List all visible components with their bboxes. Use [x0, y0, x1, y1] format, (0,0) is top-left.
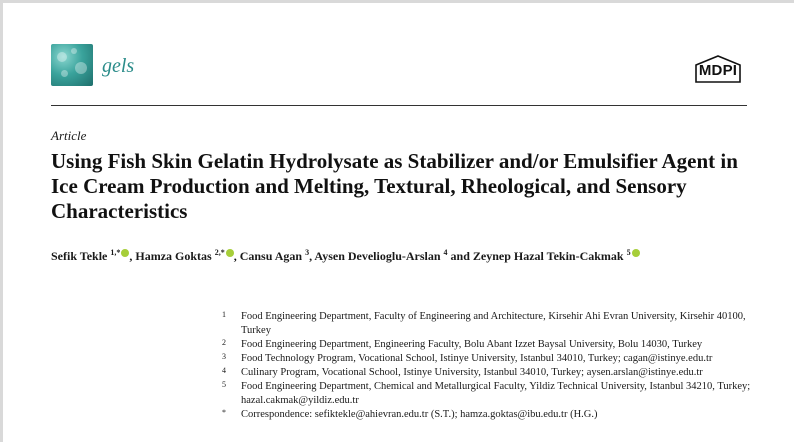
header-rule — [51, 105, 747, 106]
affiliation-marker: 1 — [222, 310, 226, 319]
orcid-icon[interactable] — [632, 249, 640, 257]
affiliation-item — [222, 380, 752, 408]
page-border-top — [0, 0, 794, 3]
affiliation-marker: 3 — [222, 352, 226, 361]
affiliation-text: Food Engineering Department, Chemical and Metallurgical Faculty, Yildiz Technical University, Istanbul 34210, Turkey; hazal.cakmak@yildiz.edu.tr — [241, 381, 751, 406]
author-list — [51, 247, 791, 264]
orcid-icon[interactable] — [226, 249, 234, 257]
author-name[interactable]: Aysen Develioglu-Arslan — [314, 249, 441, 263]
affiliation-item — [222, 352, 752, 366]
author-separator: , — [233, 249, 240, 263]
author-name[interactable]: Hamza Goktas — [135, 249, 212, 263]
article-type: Article — [51, 128, 87, 143]
affiliation-marker: 4 — [222, 366, 226, 375]
author-separator: and — [447, 249, 473, 263]
publisher-name: MDPI — [698, 62, 738, 79]
mdpi-logo-icon — [690, 55, 746, 83]
affiliation-marker: 2 — [222, 338, 226, 347]
article-title: Using Fish Skin Gelatin Hydrolysate as Stabilizer and/or Emulsifier Agent in Ice Cream Production and Melting, Textural, Rheological, and Sensory Characteristics — [51, 149, 738, 223]
author-affiliation-marker: 5 — [626, 248, 631, 257]
affiliation-text: Food Technology Program, Vocational School, Istinye University, Istanbul 34010, Turkey; cagan@istinye.edu.tr — [241, 353, 713, 364]
journal-logo-icon — [51, 44, 93, 86]
author-affiliation-marker: 2,* — [214, 248, 225, 257]
affiliation-item — [222, 338, 752, 352]
page-border-left — [0, 0, 3, 442]
affiliation-item — [222, 310, 752, 338]
author-separator: , — [309, 249, 315, 263]
author-name[interactable]: Zeynep Hazal Tekin-Cakmak — [472, 249, 624, 263]
affiliation-marker: 5 — [222, 380, 226, 389]
affiliation-item — [222, 366, 752, 380]
affiliations — [222, 310, 752, 422]
author-separator: , — [129, 249, 136, 263]
author-name[interactable]: Cansu Agan — [239, 249, 303, 263]
affiliation-item — [222, 408, 752, 422]
affiliation-marker: * — [222, 408, 226, 417]
affiliation-text: Food Engineering Department, Engineering Faculty, Bolu Abant Izzet Baysal University, Bolu 14030, Turkey — [241, 339, 703, 350]
journal-name: gels — [102, 55, 135, 77]
affiliation-text: Correspondence: sefiktekle@ahievran.edu.tr (S.T.); hamza.goktas@ibu.edu.tr (H.G.) — [241, 409, 598, 420]
author-affiliation-marker: 1,* — [110, 248, 121, 257]
author-affiliation-marker: 4 — [443, 248, 448, 257]
affiliation-text: Food Engineering Department, Faculty of Engineering and Architecture, Kirsehir Ahi Evran University, Kirsehir 40100, Turkey — [241, 311, 746, 336]
author-affiliation-marker: 3 — [305, 248, 310, 257]
author-name[interactable]: Sefik Tekle — [51, 249, 108, 263]
affiliation-text: Culinary Program, Vocational School, Istinye University, Istanbul 34010, Turkey; aysen.arslan@istinye.edu.tr — [241, 367, 703, 378]
